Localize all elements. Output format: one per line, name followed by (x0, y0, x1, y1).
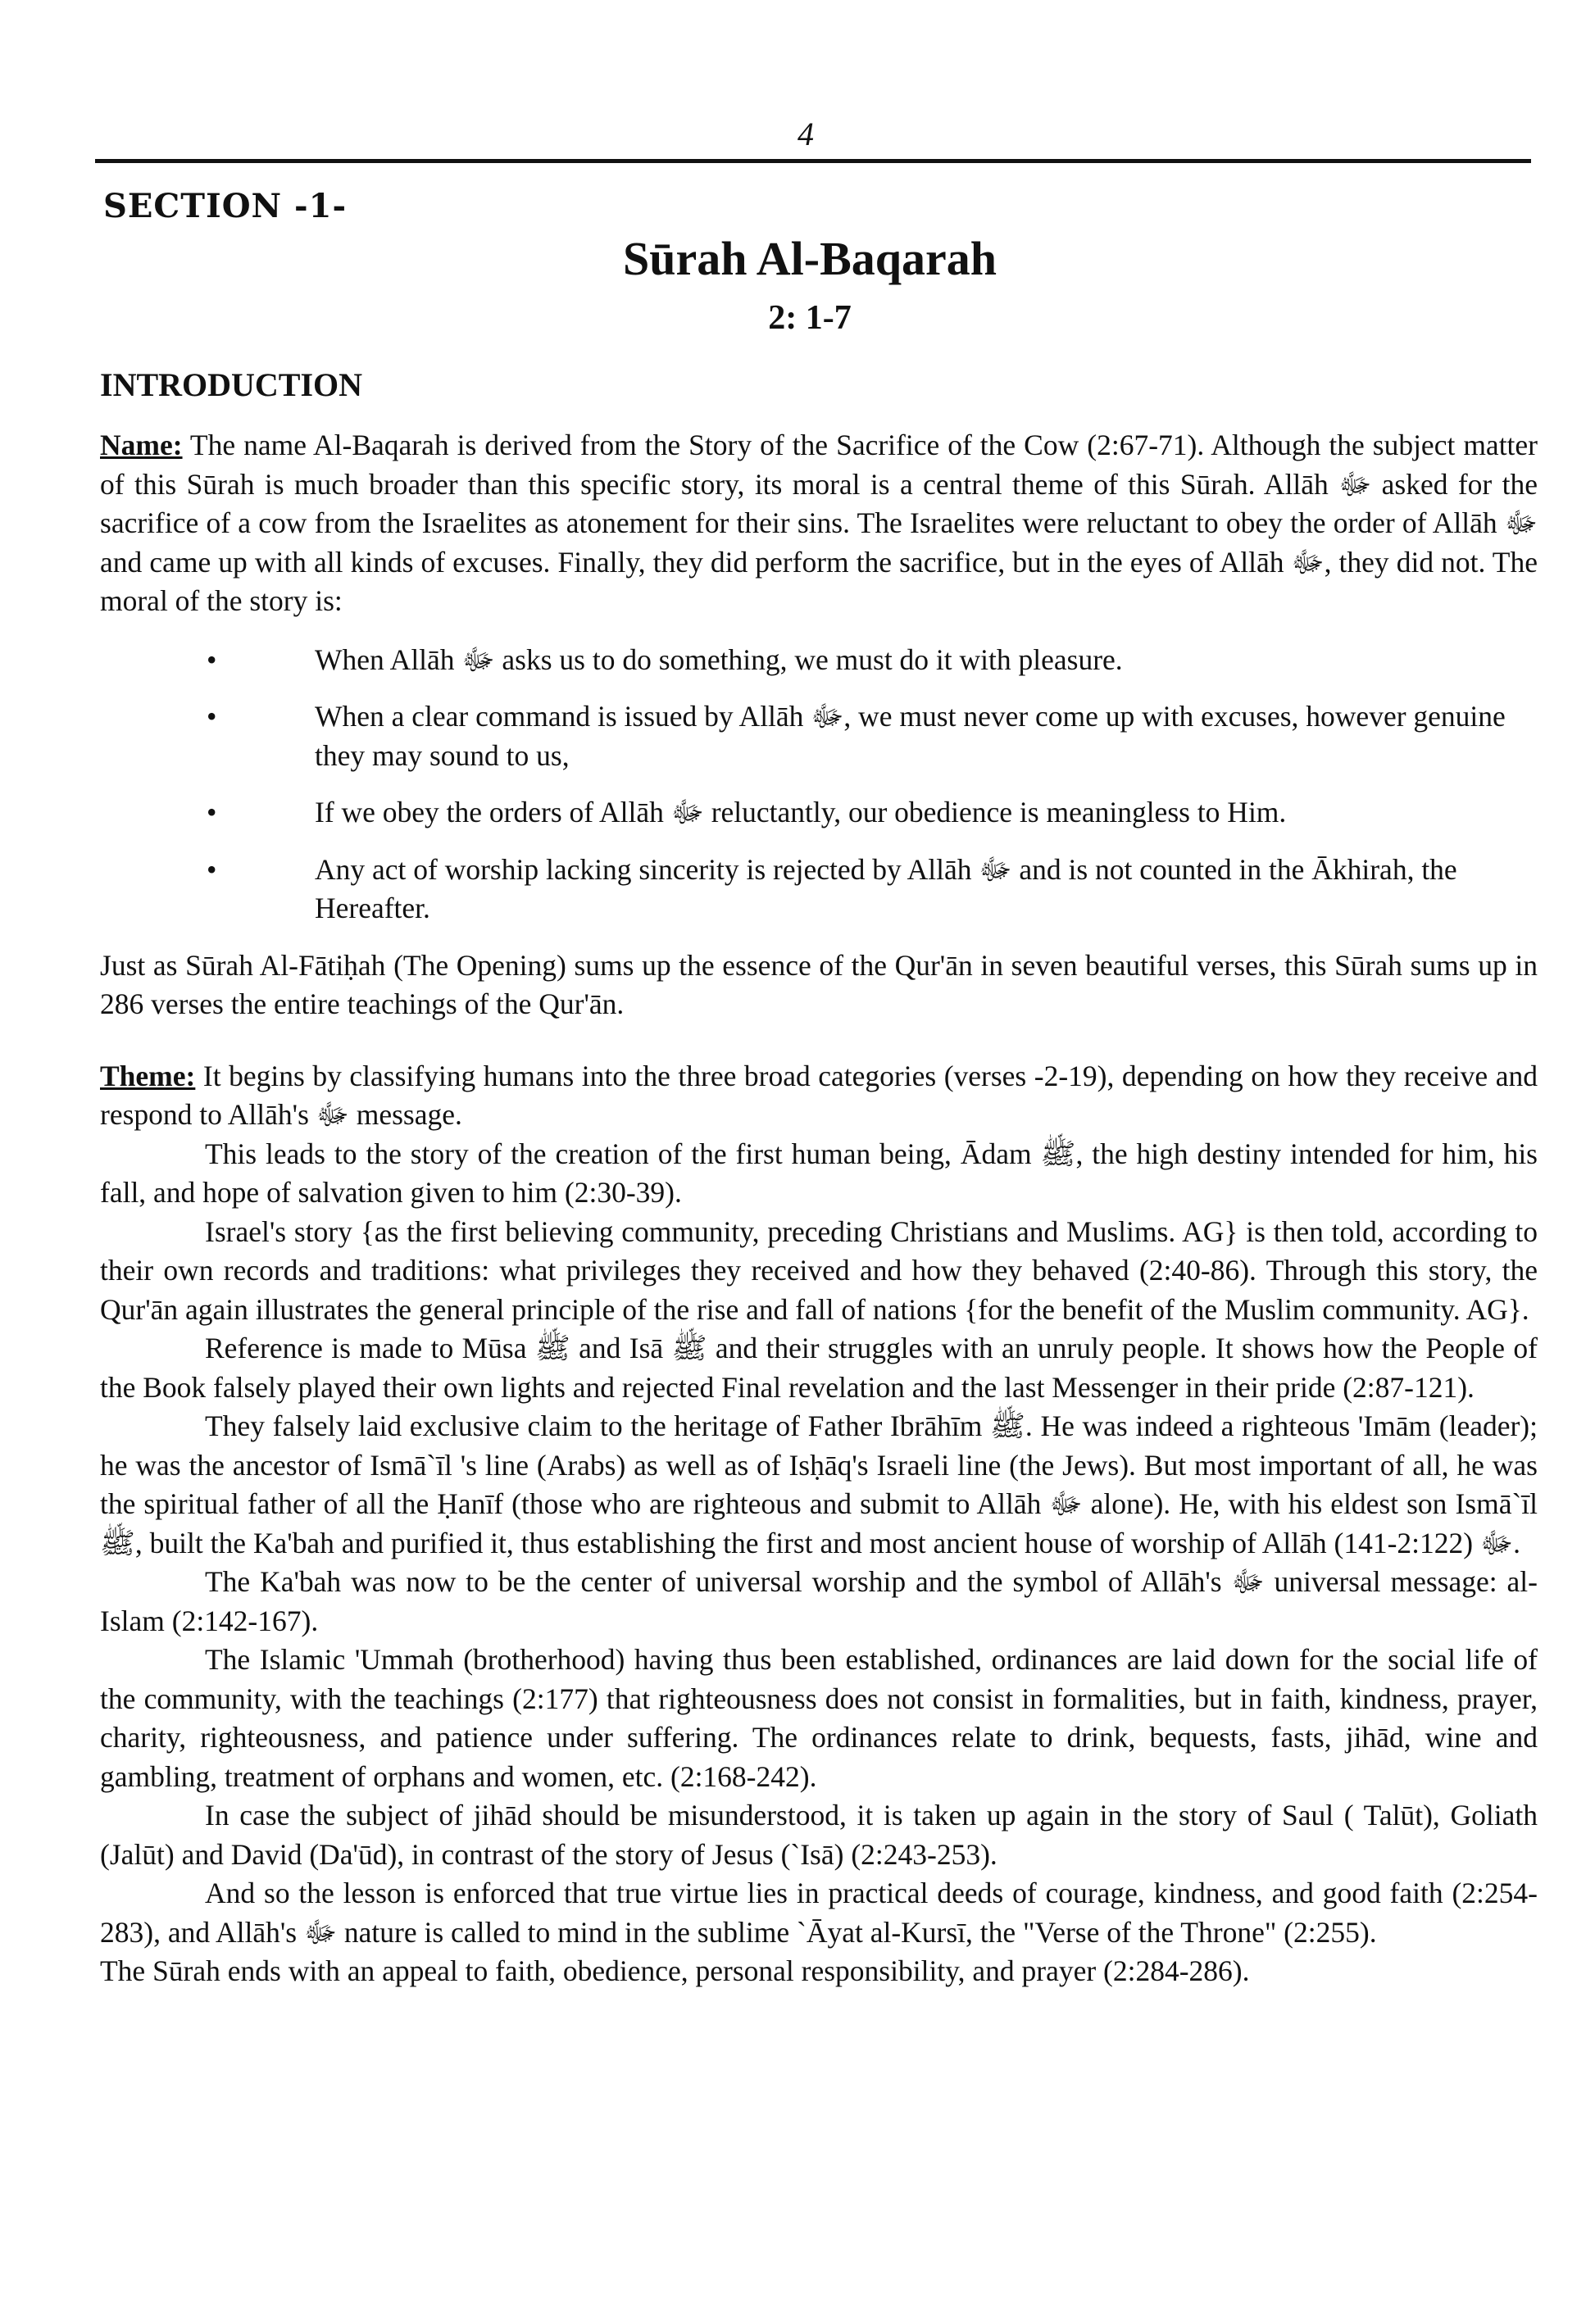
name-paragraph (100, 426, 1538, 621)
bullet-icon: • (207, 700, 217, 733)
theme-paragraph-jihad: In case the subject of jihād should be misunderstood, it is taken up again in the story of Saul ( Talūt), Goliath (Jalūt) and David (Da'ūd), in contrast of the story of Jesus (`Isā) (2:243-253). (100, 1799, 1538, 1871)
list-item (100, 851, 1538, 928)
list-item-text: If we obey the orders of Allāh ﷻ reluctantly, our obedience is meaningless to Him. (315, 796, 1287, 828)
theme-paragraph-kabah: The Ka'bah was now to be the center of universal worship and the symbol of Allāh's ﷻ universal message: al-Islam (2:142-167). (100, 1565, 1538, 1637)
spacer (100, 1024, 1538, 1057)
name-text: The name Al-Baqarah is derived from the Story of the Sacrifice of the Cow (2:67-71). Although the subject matter of this Sūrah is much broader than this specific story, its moral is a central theme of this Sūrah. Allāh ﷻ asked for the sacrifice of a cow from the Israelites as atonement for their sins. The Israelites were reluctant to obey the order of Allāh ﷻ and came up with all kinds of excuses. Finally, they did perform the sacrifice, but in the eyes of Allāh ﷻ, they did not. The moral of the story is: (100, 429, 1538, 617)
theme-ending: The Sūrah ends with an appeal to faith, obedience, personal responsibility, and prayer (2:284-286). (100, 1954, 1250, 1987)
page-title: Sūrah Al-Baqarah (622, 232, 997, 285)
theme-paragraph-musa: Reference is made to Mūsa ﷺ and Isā ﷺ and their struggles with an unruly people. It shows how the People of the Book falsely played their own lights and rejected Final revelation and the last Messenger in their pride (2:87-121). (100, 1332, 1538, 1404)
list-item (100, 793, 1538, 833)
bullet-icon: • (207, 796, 217, 828)
moral-list (100, 641, 1538, 928)
list-item-text: When Allāh ﷻ asks us to do something, we must do it with pleasure. (315, 642, 1123, 676)
list-item (100, 641, 1538, 680)
page-number: 4 (798, 116, 814, 152)
introduction-heading: INTRODUCTION (100, 366, 363, 403)
list-item (100, 697, 1538, 775)
theme-paragraph-adam: This leads to the story of the creation of the first human being, Ādam ﷺ, the high destiny intended for him, his fall, and hope of salvation given to him (2:30-39). (100, 1137, 1538, 1209)
verse-range: 2: 1-7 (768, 299, 852, 337)
closing-paragraph: Just as Sūrah Al-Fātiḥah (The Opening) sums up the essence of the Qur'ān in seven beautiful verses, this Sūrah sums up in 286 verses the entire teachings of the Qur'ān. (100, 948, 1538, 1020)
body-text (100, 426, 1538, 1991)
list-item-text: Any act of worship lacking sincerity is rejected by Allāh ﷻ and is not counted in the Ākhirah, the Hereafter. (315, 852, 1457, 924)
theme-label: Theme: (100, 1059, 196, 1092)
theme-paragraph-israel: Israel's story {as the first believing community, preceding Christians and Muslims. AG} is then told, according to their own records and traditions: what privileges they received and how they behaved (2:40-86). Through this story, the Qur'ān again illustrates the general principle of the rise and fall of nations {for the benefit of the Muslim community. AG}. (100, 1214, 1538, 1326)
section-label: SECTION -1- (103, 187, 348, 225)
theme-lead: It begins by classifying humans into the three broad categories (verses -2-19), depending on how they receive and respond to Allāh's ﷻ message. (100, 1059, 1538, 1131)
bullet-icon: • (207, 642, 217, 676)
bullet-icon: • (207, 852, 217, 886)
list-item-text: When a clear command is issued by Allāh ﷻ, we must never come up with excuses, however genuine they may sound to us, (315, 700, 1506, 772)
header-rule (95, 159, 1531, 163)
theme-paragraph-ibrahim: They falsely laid exclusive claim to the heritage of Father Ibrāhīm ﷺ. He was indeed a righteous 'Imām (leader); he was the ancestor of Ismā`īl 's line (Arabs) as well as of Isḥāq's Israeli line (the Jews). But most important of all, he was the spiritual father of all the Ḥanīf (those who are righteous and submit to Allāh ﷻ alone). He, with his eldest son Ismā`īl ﷺ, built the Ka'bah and purified it, thus establishing the first and most ancient house of worship of Allāh ﷻ (2:122-141). (100, 1409, 1538, 1559)
theme-paragraph (100, 1057, 1538, 1135)
name-label: Name: (100, 429, 183, 461)
theme-paragraph-virtue: And so the lesson is enforced that true virtue lies in practical deeds of courage, kindness, and good faith (2:254-283), and Allāh's ﷻ nature is called to mind in the sublime `Āyat al-Kursī, the "Verse of the Throne" (2:255). (100, 1877, 1538, 1949)
theme-paragraph-ummah: The Islamic 'Ummah (brotherhood) having thus been established, ordinances are laid down for the social life of the community, with the teachings (2:177) that righteousness does not consist in formalities, but in faith, kindness, prayer, charity, righteousness, and patience under suffering. The ordinances relate to drink, bequests, fasts, jihād, wine and gambling, treatment of orphans and women, etc. (2:168-242). (100, 1643, 1538, 1793)
